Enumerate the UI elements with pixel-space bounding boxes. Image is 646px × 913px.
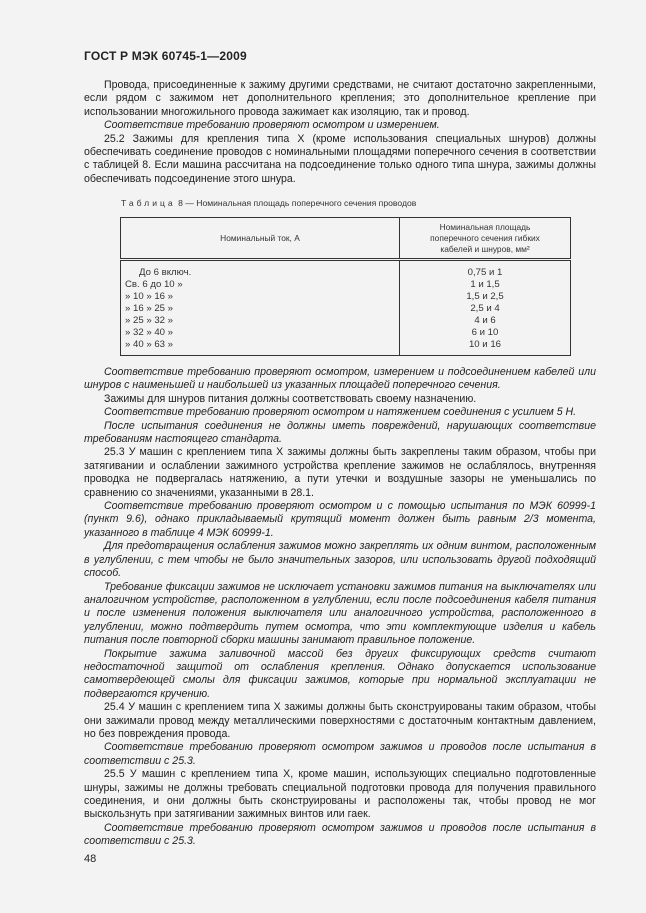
cell-current: Св. 6 до 10 »	[121, 279, 400, 291]
paragraph: 25.4 У машин с креплением типа X зажимы должны быть сконструированы таким образом, чтобы они зажимали провод между металлическими поверхностями с достаточным контактным давлением, но без повреждения провода.	[84, 701, 596, 740]
table-row	[121, 315, 571, 327]
paragraph: Провода, присоединенные к зажиму другими средствами, не считают достаточно закрепленными, если рядом с зажимом нет дополнительного крепления; это дополнительное крепление при использовании многожильного провода зажимает как изоляцию, так и провод.	[84, 79, 596, 118]
cross-section-table	[120, 217, 571, 356]
table-row	[121, 339, 571, 356]
paragraph: 25.3 У машин с креплением типа X зажимы должны быть закреплены таким образом, чтобы при затягивании и ослаблении зажимного устройства крепление зажимов не ослаблялось, внутренняя проводка не подвергалась натяжению, а пути утечки и воздушные зазоры не уменьшались по сравнению со значениями, указанными в 28.1.	[84, 446, 596, 499]
text-block-top	[84, 79, 596, 186]
paragraph: Соответствие требованию проверяют осмотром и натяжением соединения с усилием 5 Н.	[104, 406, 577, 419]
table-caption-title: 8 — Номинальная площадь поперечного сечения проводов	[178, 198, 417, 208]
col-header-area: Номинальная площадь поперечного сечения гибких кабелей и шнуров, мм²	[400, 218, 571, 260]
cell-area: 2,5 и 4	[400, 303, 571, 315]
table-row	[121, 303, 571, 315]
cell-area: 0,75 и 1	[400, 260, 571, 280]
paragraph: 25.2 Зажимы для крепления типа X (кроме использования специальных шнуров) должны обеспечивать соединение проводов с номинальными площадями поперечного сечения в соответствии с таблицей 8. Если машина рассчитана на подсоединение только одного типа шнура, зажимы должны обеспечивать подсоединение этого шнура.	[84, 132, 596, 185]
cell-area: 1,5 и 2,5	[400, 291, 571, 303]
cell-current: До 6 включ.	[121, 260, 400, 280]
table-row	[121, 291, 571, 303]
paragraph: Требование фиксации зажимов не исключает установки зажимов питания на выключателях или аналогичном устройстве, расположенном в углублении, если после подсоединения кабеля питания и после изменения положения выключателя или аналогичного устройства, расположенного в углублении, можно подтвердить путем осмотра, что эти комплектующие изделия и кабель питания после повторной сборки машины занимают правильное положение.	[84, 580, 596, 647]
cell-current: » 16 » 25 »	[121, 303, 400, 315]
paragraph: Для предотвращения ослабления зажимов можно закреплять их одним винтом, расположенным в углублении, с тем чтобы не было значительных зазоров, или использовать другой подходящий способ.	[84, 540, 596, 580]
cell-area: 10 и 16	[400, 339, 571, 356]
text-block-bottom	[84, 366, 596, 849]
paragraph: Соответствие требованию проверяют осмотром и с помощью испытания по МЭК 60999-1 (пункт 9.6), однако прикладываемый крутящий момент должен быть равным 2/3 момента, указанного в таблице 4 МЭК 60999-1.	[84, 500, 596, 539]
cell-current: » 25 » 32 »	[121, 315, 400, 327]
table-row	[121, 279, 571, 291]
paragraph: Соответствие требованию проверяют осмотром зажимов и проводов после испытания в соответствии с 25.3.	[84, 741, 596, 767]
paragraph: Покрытие зажима заливочной массой без других фиксирующих средств считают недостаточной защитой от ослабления крепления. Однако допускается использование самотвердеющей смолы для фиксации зажимов, которые при нормальной эксплуатации не подвергаются кручению.	[84, 647, 596, 700]
paragraph: Соответствие требованию проверяют осмотром и измерением.	[104, 119, 440, 132]
paragraph: Соответствие требованию проверяют осмотром зажимов и проводов после испытания в соответствии с 25.3.	[84, 821, 596, 848]
paragraph: Зажимы для шнуров питания должны соответствовать своему назначению.	[104, 392, 477, 405]
cell-current: » 10 » 16 »	[121, 291, 400, 303]
cell-area: 1 и 1,5	[400, 279, 571, 291]
page-number: 48	[84, 853, 97, 865]
paragraph: Соответствие требованию проверяют осмотром, измерением и подсоединением кабелей или шнуров с наименьшей и наибольшей из указанных площадей поперечного сечения.	[84, 366, 596, 392]
cell-current: » 40 » 63 »	[121, 339, 400, 356]
cell-area: 6 и 10	[400, 327, 571, 339]
col-header-current: Номинальный ток, А	[121, 218, 400, 260]
document-header: ГОСТ Р МЭК 60745-1—2009	[84, 49, 247, 63]
table-caption	[121, 198, 416, 208]
table-caption-word: Таблица	[121, 198, 176, 208]
table-row	[121, 260, 571, 280]
paragraph: 25.5 У машин с креплением типа X, кроме машин, использующих специально подготовленные шнуры, зажимы не должны требовать специальной подготовки провода для получения правильного соединения, и они должны быть сконструированы и расположены так, чтобы провод не мог выскользнуть при затягивании зажимных винтов или гаек.	[84, 768, 596, 821]
cell-current: » 32 » 40 »	[121, 327, 400, 339]
table-row	[121, 327, 571, 339]
cell-area: 4 и 6	[400, 315, 571, 327]
paragraph: После испытания соединения не должны иметь повреждений, нарушающих соответствие требованиям настоящего стандарта.	[84, 419, 596, 446]
